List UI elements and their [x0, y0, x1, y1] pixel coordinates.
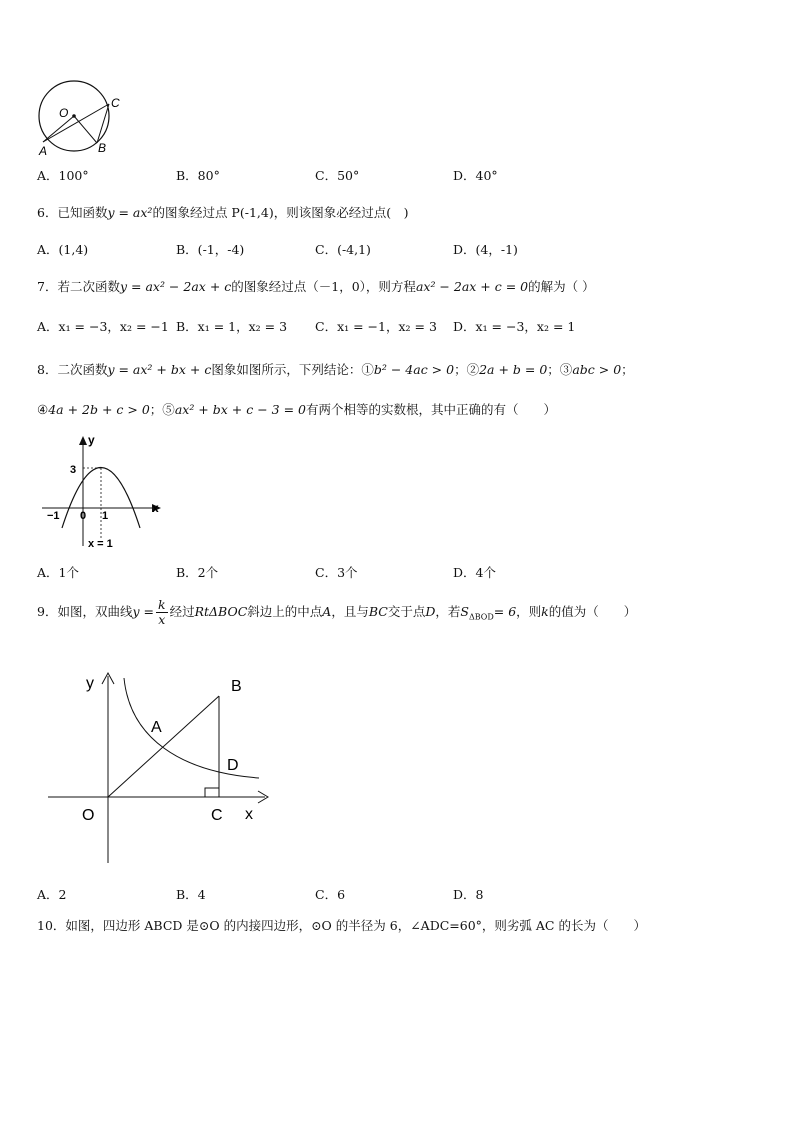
tick-neg1: −1 [47, 510, 60, 522]
parabola-graph [38, 430, 168, 552]
q8-conclusion-5: ax² + bx + c − 3 = 0 [174, 402, 306, 417]
q8-middle: 图象如图所示，下列结论：① [211, 362, 374, 377]
q7-option-b[interactable]: B．x₁ = 1，x₂ = 3 [176, 319, 288, 334]
q6-option-d[interactable]: D．(4，-1) [453, 242, 518, 257]
q9-k: k [541, 604, 549, 619]
q6-prefix: 6．已知函数 [37, 205, 108, 220]
q8-option-c[interactable]: C．3个 [315, 565, 358, 580]
q9-suffix: 的值为（ ） [548, 604, 637, 619]
q7-option-d[interactable]: D．x₁ = −3，x₂ = 1 [453, 319, 576, 334]
label-c: C [111, 96, 120, 110]
q5-option-a[interactable]: A．100° [37, 168, 89, 183]
q8-line2-suffix: 有两个相等的实数根，其中正确的有（ ） [305, 402, 556, 417]
q7-option-a[interactable]: A．x₁ = −3，x₂ = −1 [37, 319, 169, 334]
q9-stem [37, 598, 636, 627]
q9-option-b[interactable]: B．4 [176, 887, 206, 902]
q6-option-b[interactable]: B．(-1，-4) [176, 242, 245, 257]
q8-prefix: 8．二次函数 [37, 362, 108, 377]
q7-prefix: 7．若二次函数 [37, 279, 120, 294]
q9-middle4: 交于点 [387, 604, 426, 619]
q8-sep-2: ；② [454, 362, 480, 377]
q8-option-a[interactable]: A．1个 [37, 565, 79, 580]
q9-option-d[interactable]: D．8 [453, 887, 484, 902]
q8-option-b[interactable]: B．2个 [176, 565, 219, 580]
q9-point-a: A [322, 604, 332, 619]
q9-denominator: x [158, 612, 166, 627]
q8-sep-3: ；③ [547, 362, 573, 377]
q8-stem-line1 [37, 360, 634, 378]
tick-0: 0 [80, 510, 87, 522]
q8-formula: y = ax² + bx + c [107, 362, 212, 377]
right-angle-mark [205, 788, 219, 797]
q7-stem [37, 277, 595, 295]
q7-suffix: 的解为（ ） [528, 279, 595, 294]
q8-sep-5: ；⑤ [149, 402, 175, 417]
q9-y-eq: y = [132, 604, 154, 619]
q9-option-a[interactable]: A．2 [37, 887, 67, 902]
q8-stem-line2 [37, 400, 556, 418]
tick-1: 1 [102, 510, 109, 522]
label-a: A [151, 719, 162, 736]
q6-stem [37, 203, 408, 221]
q9-option-c[interactable]: C．6 [315, 887, 346, 902]
label-o: O [82, 807, 95, 824]
q8-option-d[interactable]: D．4个 [453, 565, 496, 580]
q6-formula: y = ax² [107, 205, 153, 220]
q10-stem: 10．如图，四边形 ABCD 是⊙O 的内接四边形，⊙O 的半径为 6，∠ADC=60°，则劣弧 AC 的长为（ ） [37, 918, 646, 933]
q9-point-d: D [425, 604, 436, 619]
circle-figure [30, 76, 130, 158]
q6-suffix: 的图象经过点 P(-1,4)，则该图象必经过点( ) [152, 205, 409, 220]
q7-option-c[interactable]: C．x₁ = −1，x₂ = 3 [315, 319, 437, 334]
q8-end-1: ； [621, 362, 634, 377]
q9-middle1: 经过 [169, 604, 195, 619]
q9-middle2: 斜边上的中点 [247, 604, 323, 619]
hyperbola-graph [40, 668, 280, 868]
label-b: B [231, 678, 242, 695]
q5-option-d[interactable]: D．40° [453, 168, 498, 183]
q7-middle: 的图象经过点（－1，0），则方程 [231, 279, 416, 294]
segment-ob [74, 116, 97, 143]
q9-middle5: ，若 [435, 604, 461, 619]
x-label: x [152, 501, 159, 515]
label-a: A [39, 144, 48, 158]
q9-fraction [156, 598, 168, 627]
q9-prefix: 9．如图，双曲线 [37, 604, 133, 619]
symmetry-label: x = 1 [88, 538, 113, 550]
q8-conclusion-4: 4a + 2b + c > 0 [48, 402, 150, 417]
y-axis-arrow [79, 436, 87, 445]
q8-conclusion-3: abc > 0 [572, 362, 622, 377]
q7-formula2: ax² − 2ax + c = 0 [415, 279, 529, 294]
q9-area-sub: ΔBOD [468, 612, 494, 622]
q7-formula1: y = ax² − 2ax + c [119, 279, 232, 294]
q6-option-a[interactable]: A．(1,4) [37, 242, 89, 257]
q6-option-c[interactable]: C．(-4,1) [315, 242, 371, 257]
q8-conclusion-2: 2a + b = 0 [479, 362, 548, 377]
q9-seg-bc: BC [368, 604, 388, 619]
tick-3: 3 [70, 464, 77, 476]
label-d: D [227, 757, 239, 774]
y-label: y [88, 433, 95, 447]
q9-middle3: ，且与 [331, 604, 369, 619]
q8-conclusion-1: b² − 4ac > 0 [373, 362, 455, 377]
q9-numerator: k [157, 597, 166, 612]
x-label: x [245, 806, 253, 823]
label-b: B [98, 141, 107, 155]
q9-middle6: ，则 [516, 604, 542, 619]
q5-option-c[interactable]: C．50° [315, 168, 360, 183]
y-label: y [86, 675, 94, 692]
label-c: C [211, 807, 223, 824]
q9-area-val: = 6 [493, 604, 517, 619]
segment-ob [108, 696, 219, 797]
center-point [72, 114, 76, 118]
label-o: O [59, 106, 69, 120]
q9-triangle: RtΔBOC [194, 604, 248, 619]
q5-option-b[interactable]: B．80° [176, 168, 220, 183]
q8-line2-prefix: ④ [37, 402, 49, 417]
q9-area-s: S [460, 604, 469, 619]
